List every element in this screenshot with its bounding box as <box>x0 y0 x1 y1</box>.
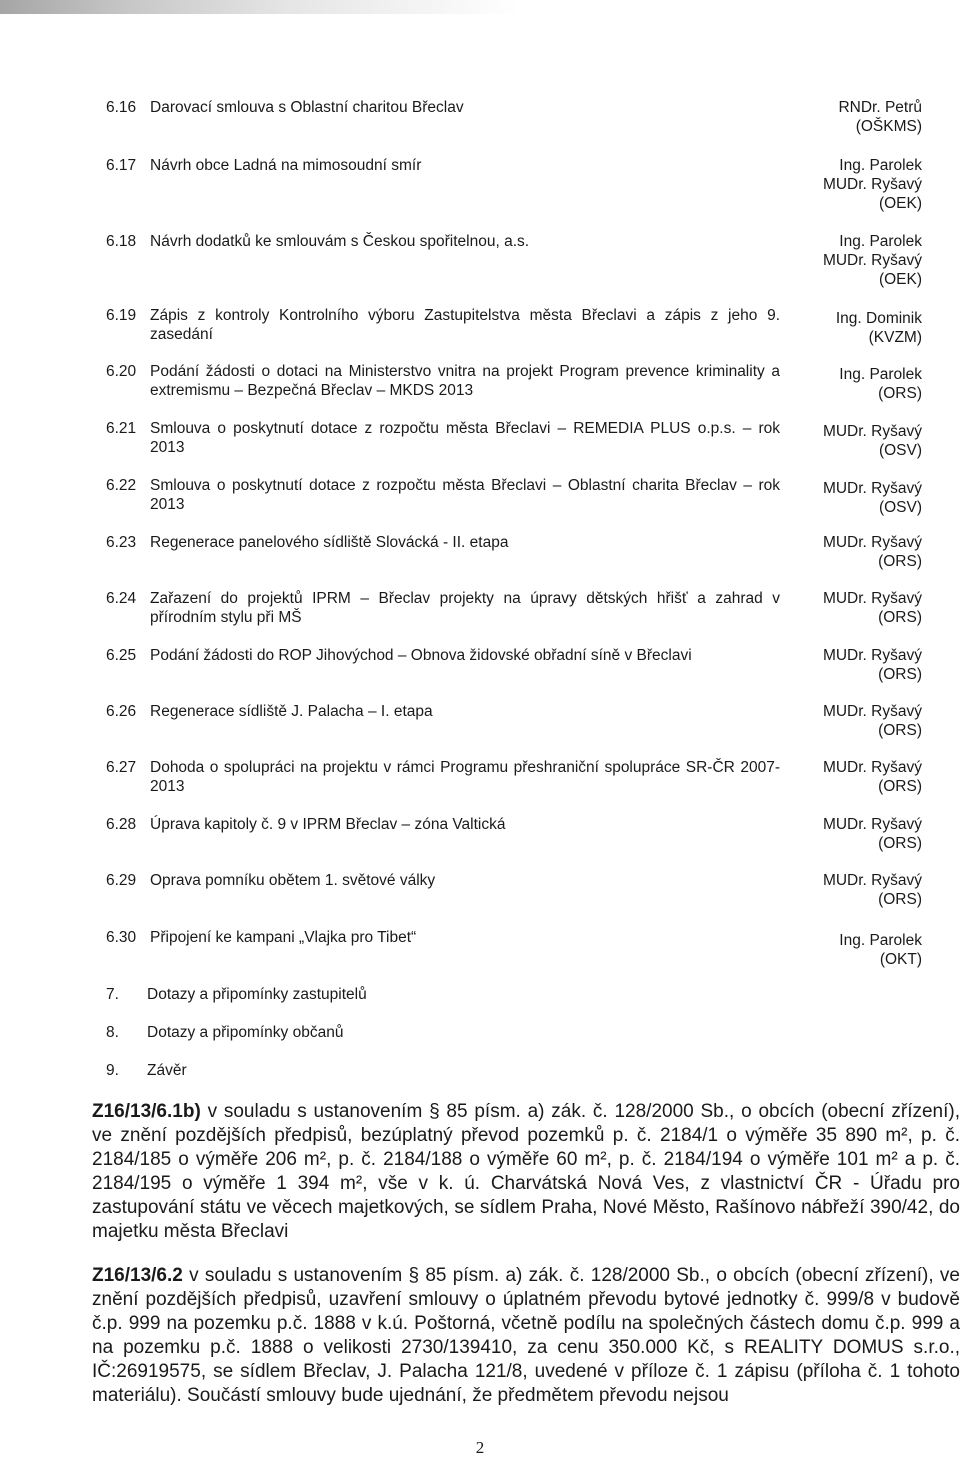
responsible-person: Ing. Parolek <box>839 157 922 174</box>
responsible-department: (OŠKMS) <box>855 118 922 135</box>
section-title: Dotazy a připomínky zastupitelů <box>147 986 367 1003</box>
section-title: Závěr <box>147 1062 187 1079</box>
agenda-item-number: 6.29 <box>106 872 137 889</box>
agenda-item-text: Podání žádosti o dotaci na Ministerstvo vnitra na projekt Program prevence kriminality a extremismu – Bezpečná Břeclav – MKDS 2013 <box>150 363 780 399</box>
responsible-person: MUDr. Ryšavý <box>822 176 922 193</box>
agenda-item-text: Regenerace sídliště J. Palacha – I. etapa <box>150 703 433 720</box>
responsible-person: MUDr. Ryšavý <box>822 872 922 889</box>
responsible-department: (ORS) <box>878 835 922 852</box>
resolution-text: v souladu s ustanovením § 85 písm. a) zák. č. 128/2000 Sb., o obcích (obecní zřízení), ve znění pozdějších předpisů, bezúplatný převod pozemků p. č. 2184/1 o výměře 35 890 m², p. č. 2184/185 o výměře 206 m², p. č. 2184/188 o výměře 60 m², p. č. 2184/194 o výměře 101 m² a p. č. 2184/195 o výměře 1 394 m², vše v k. ú. Charvátská Nová Ves, z vlastnictví ČR - Úřadu pro zastupování státu ve věcech majetkových, se sídlem Praha, Nové Město, Rašínovo nábřeží 390/42, do majetku města Břeclavi <box>92 1101 960 1242</box>
agenda-item-text: Smlouva o poskytnutí dotace z rozpočtu města Břeclavi – REMEDIA PLUS o.p.s. – rok 2013 <box>150 420 780 456</box>
agenda-item-responsible <box>762 365 922 403</box>
agenda-item-responsible <box>762 422 922 460</box>
agenda-item-responsible <box>762 309 922 347</box>
agenda-item-responsible <box>762 533 922 571</box>
responsible-person: Ing. Parolek <box>839 932 922 949</box>
agenda-item-responsible <box>762 156 922 213</box>
agenda-item-text: Dohoda o spolupráci na projektu v rámci Programu přeshraniční spolupráce SR-ČR 2007-2013 <box>150 759 780 795</box>
agenda-item-number: 6.26 <box>106 703 137 720</box>
responsible-person: MUDr. Ryšavý <box>822 480 922 497</box>
responsible-department: (ORS) <box>878 609 922 626</box>
responsible-department: (ORS) <box>878 385 922 402</box>
section-number: 8. <box>106 1024 119 1041</box>
agenda-item-number: 6.17 <box>106 157 137 174</box>
agenda-item-text: Připojení ke kampani „Vlajka pro Tibet“ <box>150 929 417 946</box>
agenda-item-responsible <box>762 702 922 740</box>
responsible-department: (ORS) <box>878 778 922 795</box>
responsible-department: (KVZM) <box>868 329 922 346</box>
agenda-item-responsible <box>762 232 922 289</box>
agenda-item-number: 6.23 <box>106 534 137 551</box>
agenda-item-responsible <box>762 479 922 517</box>
responsible-person: MUDr. Ryšavý <box>822 423 922 440</box>
section-title: Dotazy a připomínky občanů <box>147 1024 344 1041</box>
responsible-department: (ORS) <box>878 722 922 739</box>
agenda-item-responsible <box>762 98 922 136</box>
responsible-person: Ing. Dominik <box>835 310 922 327</box>
responsible-department: (OEK) <box>878 195 922 212</box>
resolution-id: Z16/13/6.2 <box>92 1265 183 1286</box>
section-number: 9. <box>106 1062 119 1079</box>
responsible-department: (ORS) <box>878 666 922 683</box>
resolution-text: v souladu s ustanovením § 85 písm. a) zák. č. 128/2000 Sb., o obcích (obecní zřízení), ve znění pozdějších předpisů, uzavření smlouvy o úplatném převodu bytové jednotky č. 999/8 v budově č.p. 999 na pozemku p.č. 1888 v k.ú. Poštorná, včetně podílu na společných částech domu č.p. 999 a na pozemku p.č. 1888 o velikosti 2730/139410, za cenu 350.000 Kč, s REALITY DOMUS s.r.o., IČ:26919575, se sídlem Břeclav, J. Palacha 121/8, uvedené v příloze č. 1 zápisu (příloha č. 1 tohoto materiálu). Součástí smlouvy bude ujednání, že předmětem převodu nejsou <box>92 1265 960 1406</box>
responsible-person: MUDr. Ryšavý <box>822 647 922 664</box>
responsible-department: (OSV) <box>878 499 922 516</box>
responsible-department: (OEK) <box>878 271 922 288</box>
resolution-id: Z16/13/6.1b) <box>92 1101 201 1122</box>
agenda-item-responsible <box>762 931 922 969</box>
resolution-paragraph <box>92 1100 960 1244</box>
agenda-item-number: 6.18 <box>106 233 137 250</box>
agenda-item-responsible <box>762 815 922 853</box>
agenda-item-number: 6.22 <box>106 477 137 494</box>
agenda-item-responsible <box>762 871 922 909</box>
agenda-item-responsible <box>762 758 922 796</box>
responsible-department: (ORS) <box>878 553 922 570</box>
agenda-item-text: Zápis z kontroly Kontrolního výboru Zastupitelstva města Břeclavi a zápis z jeho 9. zasedání <box>150 307 780 343</box>
responsible-person: MUDr. Ryšavý <box>822 703 922 720</box>
responsible-person: MUDr. Ryšavý <box>822 252 922 269</box>
agenda-item-number: 6.24 <box>106 590 137 607</box>
responsible-department: (OSV) <box>878 442 922 459</box>
agenda-item-number: 6.30 <box>106 929 137 946</box>
agenda-item-text: Návrh obce Ladná na mimosoudní smír <box>150 157 422 174</box>
agenda-item-number: 6.28 <box>106 816 137 833</box>
agenda-item-responsible <box>762 589 922 627</box>
agenda-item-text: Oprava pomníku obětem 1. světové války <box>150 872 436 889</box>
scan-artifact <box>0 0 520 14</box>
agenda-item-number: 6.25 <box>106 647 137 664</box>
responsible-person: MUDr. Ryšavý <box>822 759 922 776</box>
agenda-item-text: Smlouva o poskytnutí dotace z rozpočtu města Břeclavi – Oblastní charita Břeclav – rok 2013 <box>150 477 780 513</box>
resolution-paragraph <box>92 1264 960 1408</box>
responsible-department: (ORS) <box>878 891 922 908</box>
agenda-item-text: Úprava kapitoly č. 9 v IPRM Břeclav – zóna Valtická <box>150 816 506 833</box>
agenda-item-number: 6.21 <box>106 420 137 437</box>
agenda-item-text: Zařazení do projektů IPRM – Břeclav projekty na úpravy dětských hřišť a zahrad v přírodním stylu při MŠ <box>150 590 780 626</box>
agenda-item-number: 6.19 <box>106 307 137 324</box>
agenda-item-responsible <box>762 646 922 684</box>
agenda-item-number: 6.27 <box>106 759 137 776</box>
responsible-person: Ing. Parolek <box>839 233 922 250</box>
responsible-person: MUDr. Ryšavý <box>822 816 922 833</box>
responsible-person: MUDr. Ryšavý <box>822 534 922 551</box>
responsible-person: Ing. Parolek <box>839 366 922 383</box>
responsible-person: MUDr. Ryšavý <box>822 590 922 607</box>
agenda-item-number: 6.20 <box>106 363 137 380</box>
section-number: 7. <box>106 986 119 1003</box>
agenda-item-text: Podání žádosti do ROP Jihovýchod – Obnova židovské obřadní síně v Břeclavi <box>150 647 692 664</box>
page-number: 2 <box>475 1438 485 1457</box>
agenda-item-text: Darovací smlouva s Oblastní charitou Břeclav <box>150 99 464 116</box>
responsible-department: (OKT) <box>879 951 922 968</box>
agenda-item-text: Regenerace panelového sídliště Slovácká - II. etapa <box>150 534 509 551</box>
agenda-item-text: Návrh dodatků ke smlouvám s Českou spořitelnou, a.s. <box>150 233 530 250</box>
responsible-person: RNDr. Petrů <box>838 99 922 116</box>
agenda-item-number: 6.16 <box>106 99 137 116</box>
